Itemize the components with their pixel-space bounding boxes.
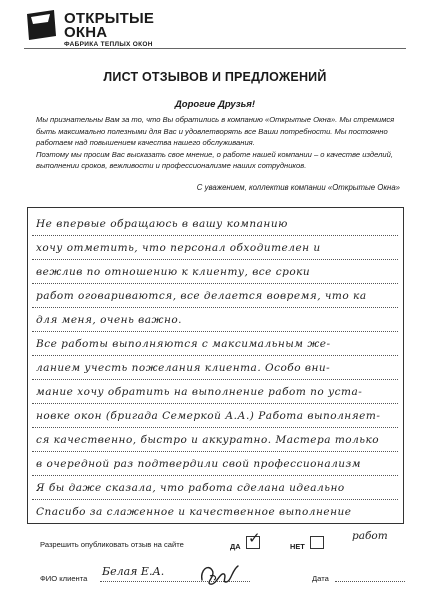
greeting: Дорогие Друзья! [174, 99, 256, 110]
review-line: работ оговариваются, все делается вовремя, что ка [36, 290, 367, 302]
review-line: Не впервые обращаюсь в вашу компанию [36, 218, 288, 230]
writing-rule [32, 235, 398, 236]
yes-label: ДА [230, 542, 241, 551]
review-text-area[interactable] [27, 207, 404, 524]
review-line: вежлив по отношению к клиенту, все сроки [36, 266, 311, 278]
review-line: Все работы выполняются с максимальным же- [36, 338, 331, 350]
writing-rule [32, 427, 398, 428]
writing-rule [32, 499, 398, 500]
review-line: хочу отметить, что персонал обходителен и [36, 242, 321, 254]
signature-icon [196, 560, 242, 588]
writing-rule [32, 403, 398, 404]
company-logo [24, 8, 194, 48]
logo-line1: ОТКРЫТЫЕ [64, 10, 155, 27]
writing-rule [32, 283, 398, 284]
client-name-label: ФИО клиента [40, 574, 88, 583]
writing-rule [32, 379, 398, 380]
checkmark-icon: ✓ [248, 529, 261, 547]
logo-tagline: ФАБРИКА ТЕПЛЫХ ОКОН [64, 41, 153, 48]
writing-rule [32, 475, 398, 476]
review-tail-word: работ [352, 530, 388, 542]
review-line: ся качественно, быстро и аккуратно. Мастера только [36, 434, 380, 446]
review-line: в очередной раз подтвердили свой профессионализм [36, 458, 361, 470]
date-line[interactable] [335, 581, 405, 582]
writing-rule [32, 355, 398, 356]
no-checkbox[interactable] [310, 536, 324, 549]
no-label: НЕТ [290, 542, 305, 551]
publish-permission-label: Разрешить опубликовать отзыв на сайте [40, 540, 184, 549]
logo-line2: ОКНА [64, 24, 108, 41]
form-title: ЛИСТ ОТЗЫВОВ И ПРЕДЛОЖЕНИЙ [103, 70, 327, 84]
signoff: С уважением, коллектив компании «Открытые Окна» [196, 183, 400, 192]
date-label: Дата [312, 574, 329, 583]
review-line: ланием учесть пожелания клиента. Особо вни- [36, 362, 331, 374]
review-line: новке окон (бригада Семеркой А.А.) Работа выполняет- [36, 410, 381, 422]
writing-rule [32, 331, 398, 332]
review-line: Я бы даже сказала, что работа сделана идеально [36, 482, 345, 494]
header-divider [24, 48, 406, 49]
client-name-value[interactable]: Белая Е.А. [102, 565, 165, 578]
review-line: Спасибо за слаженное и качественное выполнение [36, 506, 352, 518]
intro-paragraph-2: Поэтому мы просим Вас высказать свое мнение, о работе нашей компании – о качестве изделий, выполнении сроков, вежливости и профессионализме наших сотрудников. [36, 149, 393, 170]
writing-rule [32, 307, 398, 308]
review-line: для меня, очень важно. [36, 314, 183, 326]
window-logo-icon [24, 8, 58, 42]
review-line: мание хочу обратить на выполнение работ по уста- [36, 386, 363, 398]
writing-rule [32, 451, 398, 452]
intro-paragraph-1: Мы признательны Вам за то, что Вы обратились в компанию «Открытые Окна». Мы стремимся быть максимально полезными для Вас и удовлетворять все Ваши потребности. Мы постоянно работаем над повышением качества нашего обслуживания. [36, 115, 395, 147]
intro-text [36, 114, 404, 172]
yes-checkbox[interactable] [246, 529, 261, 549]
writing-rule [32, 259, 398, 260]
